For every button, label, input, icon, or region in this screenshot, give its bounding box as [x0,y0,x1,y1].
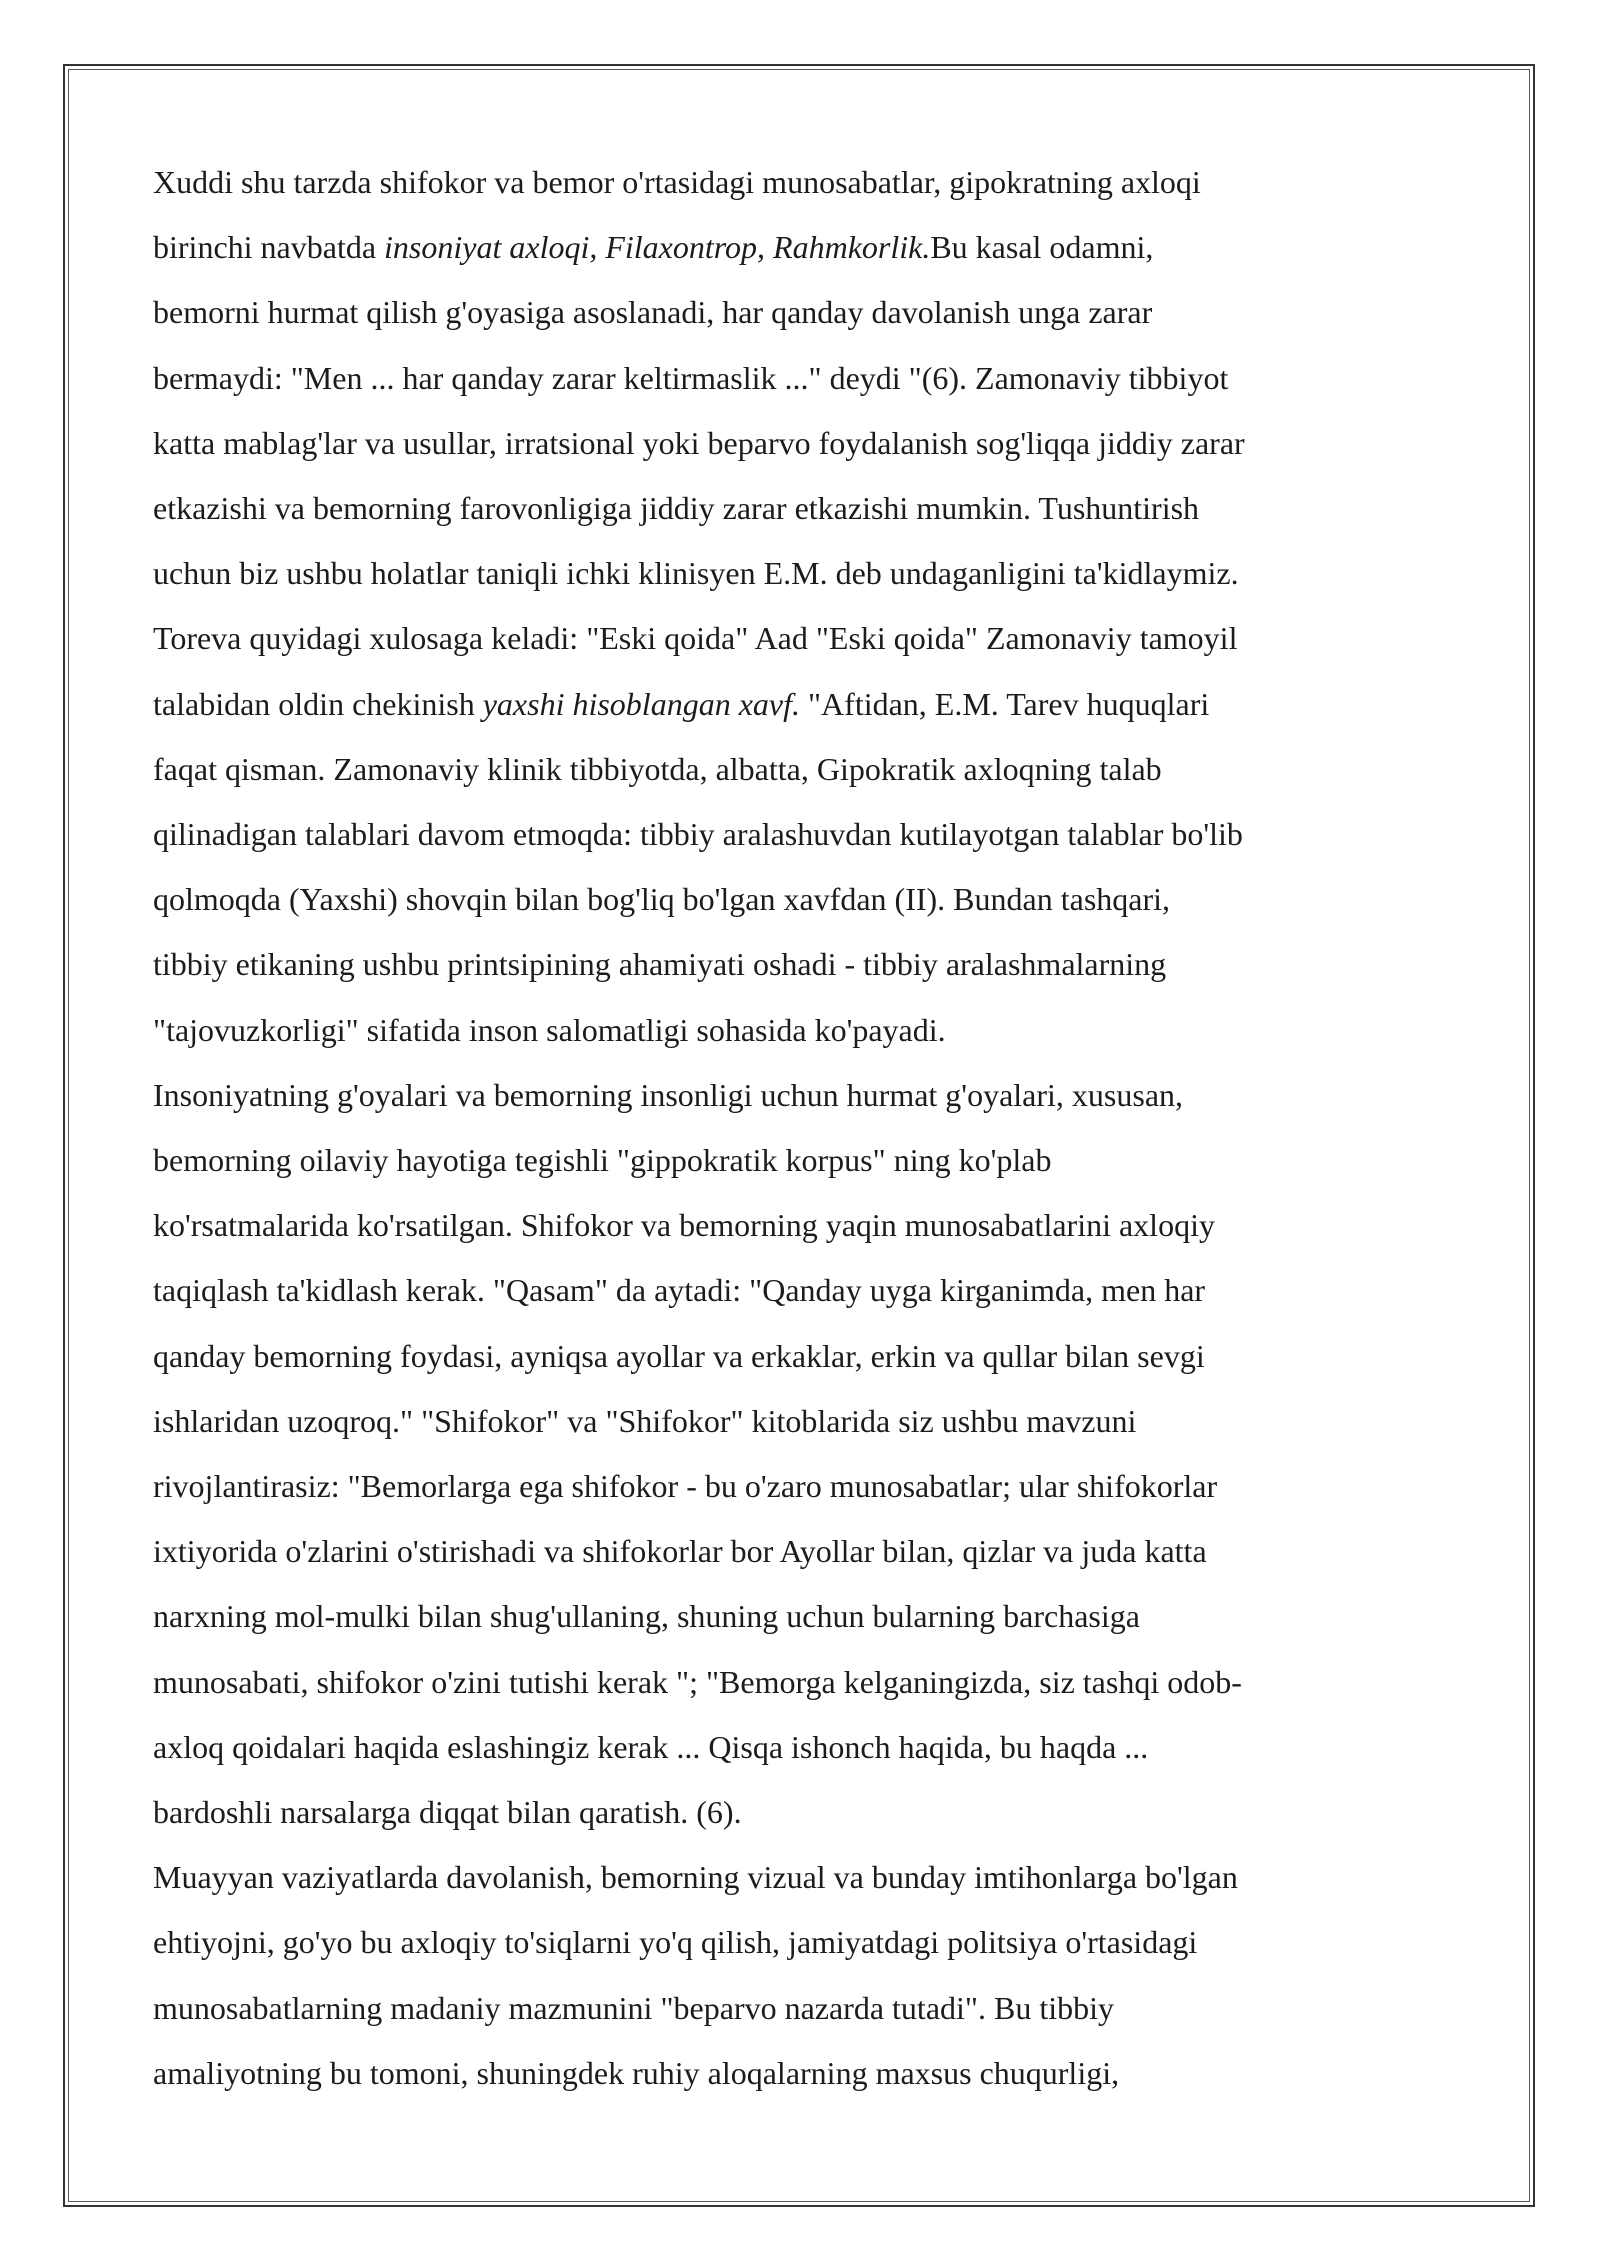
text-line [153,802,1453,867]
text-run: katta mablag'lar va usullar, irratsional yoki beparvo foydalanish sog'liqqa jiddiy zarar [153,424,1245,461]
text-line [153,1324,1453,1389]
text-line [153,2041,1453,2106]
text-line [153,1650,1453,1715]
text-run: munosabati, shifokor o'zini tutishi kerak "; "Bemorga kelganingizda, siz tashqi odob- [153,1663,1242,1700]
text-line [153,280,1453,345]
paragraph [153,1063,1453,1845]
text-line [153,1715,1453,1780]
text-line [153,1976,1453,2041]
text-line [153,346,1453,411]
paragraph [153,150,1453,1063]
text-line [153,476,1453,541]
text-line [153,1193,1453,1258]
text-line [153,1584,1453,1649]
text-line [153,215,1453,280]
text-line [153,541,1453,606]
text-run: Insoniyatning g'oyalari va bemorning insonligi uchun hurmat g'oyalari, xususan, [153,1076,1184,1113]
text-line [153,932,1453,997]
text-run: ehtiyojni, go'yo bu axloqiy to'siqlarni yo'q qilish, jamiyatdagi politsiya o'rtasidagi [153,1924,1198,1961]
text-run: ko'rsatmalarida ko'rsatilgan. Shifokor va bemorning yaqin munosabatlarini axloqiy [153,1207,1215,1244]
text-line [153,1258,1453,1323]
text-line [153,1128,1453,1193]
text-line [153,867,1453,932]
text-run: birinchi navbatda [153,229,385,266]
text-line [153,1910,1453,1975]
text-run: Bu kasal odamni, [930,229,1154,266]
text-run: ishlaridan uzoqroq." "Shifokor" va "Shifokor" kitoblarida siz ushbu mavzuni [153,1402,1137,1439]
text-run: ixtiyorida o'zlarini o'stirishadi va shifokorlar bor Ayollar bilan, qizlar va juda katta [153,1533,1207,1570]
text-run: tibbiy etikaning ushbu printsipining ahamiyati oshadi - tibbiy aralashmalarning [153,946,1167,983]
text-run: "tajovuzkorligi" sifatida inson salomatligi sohasida ko'payadi. [153,1011,946,1048]
text-line [153,737,1453,802]
text-line [153,150,1453,215]
text-line [153,411,1453,476]
text-run: bemorni hurmat qilish g'oyasiga asoslanadi, har qanday davolanish unga zarar [153,294,1153,331]
text-line [153,1845,1453,1910]
text-run: Toreva quyidagi xulosaga keladi: "Eski qoida" Aad "Eski qoida" Zamonaviy tamoyil [153,620,1238,657]
text-run: talabidan oldin chekinish [153,685,483,722]
text-run: taqiqlash ta'kidlash kerak. "Qasam" da aytadi: "Qanday uyga kirganimda, men har [153,1272,1206,1309]
text-run: "Aftidan, E.M. Tarev huquqlari [807,685,1210,722]
text-line [153,1389,1453,1454]
text-run: bermaydi: "Men ... har qanday zarar keltirmaslik ..." deydi "(6). Zamonaviy tibbiyot [153,359,1229,396]
text-run: qilinadigan talablari davom etmoqda: tibbiy aralashuvdan kutilayotgan talablar bo'lib [153,816,1243,853]
text-run: qolmoqda (Yaxshi) shovqin bilan bog'liq bo'lgan xavfdan (II). Bundan tashqari, [153,881,1171,918]
text-run: munosabatlarning madaniy mazmunini "beparvo nazarda tutadi". Bu tibbiy [153,1989,1114,2026]
text-run: etkazishi va bemorning farovonligiga jiddiy zarar etkazishi mumkin. Tushuntirish [153,490,1200,527]
text-run: Muayyan vaziyatlarda davolanish, bemorning vizual va bunday imtihonlarga bo'lgan [153,1859,1238,1896]
text-run: qanday bemorning foydasi, ayniqsa ayollar va erkaklar, erkin va qullar bilan sevgi [153,1337,1205,1374]
text-line [153,1454,1453,1519]
document-body [153,150,1453,2106]
paragraph [153,1845,1453,2106]
italic-text: insoniyat axloqi, Filaxontrop, Rahmkorlik. [384,229,931,266]
text-run: rivojlantirasiz: "Bemorlarga ega shifokor - bu o'zaro munosabatlar; ular shifokorlar [153,1468,1218,1505]
text-line [153,1519,1453,1584]
text-line [153,606,1453,671]
italic-text: yaxshi hisoblangan xavf. [482,685,808,722]
text-line [153,998,1453,1063]
text-run: narxning mol-mulki bilan shug'ullaning, shuning uchun bularning barchasiga [153,1598,1140,1635]
text-run: faqat qisman. Zamonaviy klinik tibbiyotda, albatta, Gipokratik axloqning talab [153,750,1162,787]
text-run: bardoshli narsalarga diqqat bilan qaratish. (6). [153,1794,742,1831]
text-line [153,1063,1453,1128]
text-run: Xuddi shu tarzda shifokor va bemor o'rtasidagi munosabatlar, gipokratning axloqi [153,164,1201,200]
text-run: axloq qoidalari haqida eslashingiz kerak ... Qisqa ishonch haqida, bu haqda ... [153,1728,1149,1765]
text-run: amaliyotning bu tomoni, shuningdek ruhiy aloqalarning maxsus chuqurligi, [153,2054,1120,2091]
text-line [153,1780,1453,1845]
text-run: bemorning oilaviy hayotiga tegishli "gippokratik korpus" ning ko'plab [153,1142,1052,1179]
text-line [153,672,1453,737]
text-run: uchun biz ushbu holatlar taniqli ichki klinisyen E.M. deb undaganligini ta'kidlaymiz. [153,555,1239,592]
